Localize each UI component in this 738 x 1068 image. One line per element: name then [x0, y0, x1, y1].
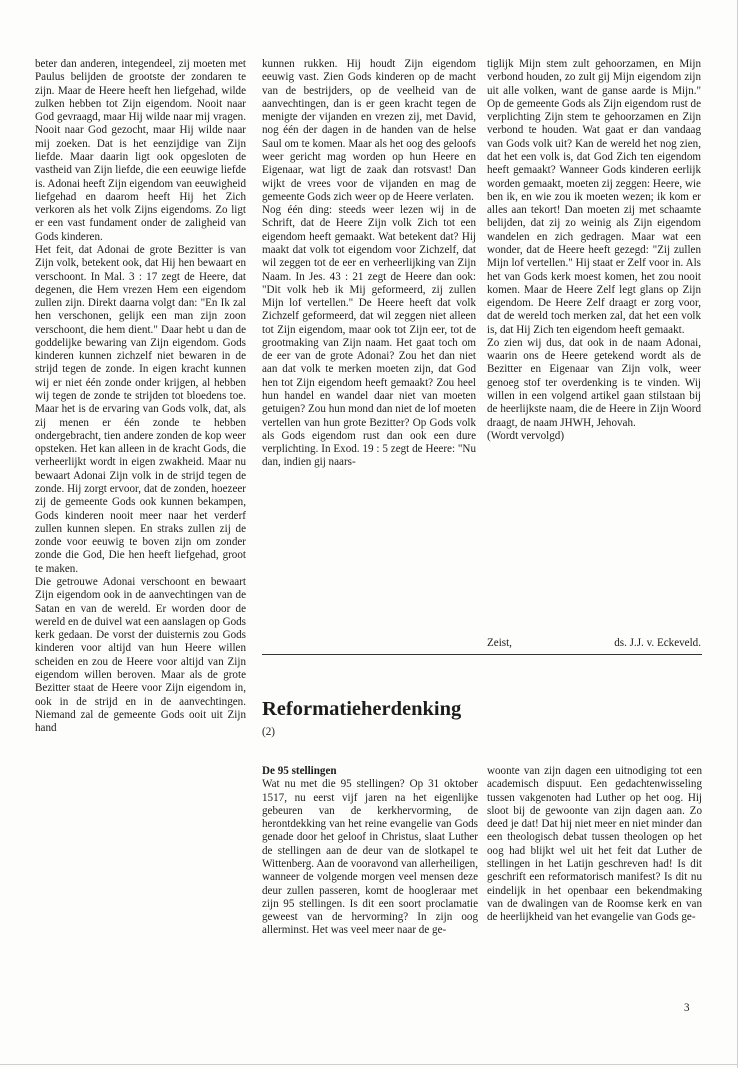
- paragraph: beter dan anderen, integendeel, zij moeten met Paulus belijden de grootste der zondaren te zijn. Maar de Heere heeft hen liefgehad, wilde zulken hebben tot Zijn eigendom. Nooit naar God gevraagd, maar Hij wilde naar mij vragen. Nooit naar God gezocht, maar Hij wilde naar mij zoeken. Dat is het eenzijdige van Zijn liefde. Maar daarin ligt ook opgesloten de vastheid van Zijn liefde, die een eeuwige liefde is. Adonai heeft Zijn eigendom van eeuwigheid liefgehad en daarom heeft Hij het Zich verkoren als het volk Zijns eigendoms. Zo ligt er een vast fundament onder de zaligheid van Gods kinderen.: [35, 58, 246, 243]
- column-4: [262, 765, 478, 938]
- paragraph: woonte van zijn dagen een uitnodiging tot een academisch dispuut. Een gedachtenwisseling tussen vakgenoten had Luther op het oog. Hij sloot bij de gewoonte van zijn dagen aan. Zo deed je dat! Dat hij niet meer en niet minder dan een theologisch debat tussen theologen op het oog had blijkt wel uit het feit dat Luther de stellingen in het Latijn geschreven had! Is dit geschrift een reformatorisch manifest? Is dit nu eindelijk in het openbaar een bekendmaking van de dwalingen van de Roomse kerk en van de heerlijkheid van het evangelie van Gods ge-: [487, 765, 703, 924]
- paragraph: tiglijk Mijn stem zult gehoorzamen, en Mijn verbond houden, zo zult gij Mijn eigendom zijn uit alle volken, want de ganse aarde is Mijn." Op de gemeente Gods als Zijn eigendom rust de verplichting Zijn stem te gehoorzamen en Zijn verbond te houden. Wat gaat er dan vandaag van Gods volk uit? Kan de wereld het nog zien, dat het een volk is, dat God Zich ten eigendom heeft gemaakt? Wanneer Gods kinderen eerlijk worden gemaakt, moeten zij zeggen: Heere, wie ben ik, en wie zou ik moeten wezen; ik kom er alles aan tekort! Dan moeten zij met schaamte belijden, dat zij zo weinig als Zijn eigendom wandelen en zich gedragen. Maar wat een wonder, dat de Heere heeft gezegd: "Zij zullen Mijn lof vertellen." Hij staat er Zelf voor in. Als het van Gods kerk moest komen, het zou nooit komen. Maar de Heere Zelf legt glans op Zijn eigendom. De Heere Zelf draagt er zorg voor, dat de wereld toch merken zal, dat het een volk is, dat Hij Zich ten eigendom heeft gemaakt.: [487, 58, 701, 336]
- paragraph: Het feit, dat Adonai de grote Bezitter is van Zijn volk, betekent ook, dat Hij hen bewaart en verschoont. In Mal. 3 : 17 zegt de Heere, dat degenen, die Hem vrezen Hem een eigendom zullen zijn. Direkt daarna volgt dan: "En Ik zal hen verschonen, gelijk een man zijn zoon verschoont, die hem dient." Daar hebt u dan de goddelijke bewaring van Zijn eigendom. Gods kinderen kunnen zichzelf niet bewaren in de strijd tegen de zonde. In eigen kracht kunnen wij er niet één zonde onder krijgen, al hebben wij tegen de zonde te strijden tot bloedens toe. Maar het is de ervaring van Gods volk, dat, als zij menen er één zonde te hebben ondergebracht, tien andere zonden de kop weer opsteken. Het kan alleen in de kracht Gods, die verheerlijkt wordt in eigen zwakheid. Maar nu bewaart Adonai Zijn volk in de strijd tegen de zonde. Hij zorgt ervoor, dat de zonden, hoezeer zij de gemeente Gods ook kunnen bekampen, Gods kinderen nooit meer naar het verderf zullen kunnen slepen. En straks zullen zij de zonde voor eeuwig te boven zijn om zonder zonde die God, Die hen heeft liefgehad, groot te maken.: [35, 243, 246, 575]
- paragraph: Die getrouwe Adonai verschoont en bewaart Zijn eigendom ook in de aanvechtingen van de Satan en van de wereld. Er worden door de wereld en de duivel wat een aanslagen op Gods kerk gedaan. De vorst der duisternis zou Gods kinderen voor altijd van hun Heere willen scheiden en zou de Heere voor altijd van Zijn eigendom willen beroven. Maar als de grote Bezitter staat de Heere voor Zijn eigendom in, ook in de strijd en in de aanvechtingen. Niemand zal de gemeente Gods ooit uit Zijn hand: [35, 575, 246, 735]
- paragraph: kunnen rukken. Hij houdt Zijn eigendom eeuwig vast. Zien Gods kinderen op de macht van de bestrijders, op de veelheid van de aanvechtingen, dan is er geen kracht tegen de menigte der vijanden en vrezen zij, met David, nog één der dagen in de handen van de helse Saul om te komen. Maar als het oog des geloofs weer gericht mag worden op hun Heere en Eigenaar, wat ligt de zaak dan rotsvast! Dan wijkt de vrees voor de vijanden en mag de gemeente Gods zich weer op de Heere verlaten.: [262, 58, 476, 203]
- paragraph: Wat nu met die 95 stellingen? Op 31 oktober 1517, nu eerst vijf jaren na het eigenlijke gebeuren van de kerkhervorming, de herontdekking van het reine evangelie van Gods genade door het geloof in Christus, slaat Luther de stellingen aan de deur van de slotkapel te Wittenberg. Aan de vooravond van allerheiligen, wanneer de volgende morgen veel mensen deze deur zullen passeren, komt de hoogleraar met zijn 95 stellingen. Is dit een soort proclamatie geweest van de hervorming? In zijn oog allerminst. Het was veel meer naar de ge-: [262, 778, 478, 937]
- page-edge-bottom: [0, 1064, 738, 1065]
- article-title: Reformatieherdenking: [262, 698, 462, 720]
- signoff-place: Zeist,: [487, 637, 512, 649]
- continued-note: (Wordt vervolgd): [487, 429, 565, 442]
- page-number: 3: [684, 1002, 690, 1014]
- section-divider: [262, 654, 702, 655]
- paragraph: Nog één ding: steeds weer lezen wij in de Schrift, dat de Heere Zijn volk Zich tot een eigendom heeft gemaakt. Wat betekent dat? Hij maakt dat volk tot eigendom voor Zichzelf, dat wil zeggen tot de eer en verheerlijking van Zijn Naam. In Jes. 43 : 21 zegt de Heere dan ook: "Dit volk heb ik Mij geformeerd, zij zullen Mijn lof vertellen." De Heere heeft dat volk Zichzelf geformeerd, dat wil zeggen niet alleen tot Zijn eigendom, maar ook tot Zijn eer, tot de grootmaking van Zijn naam. Het gaat toch om de eer van de grote Adonai? Zou het dan niet aan dat volk te merken moeten zijn, dat God hen tot Zijn eigendom heeft gemaakt? Zou heel hun handel en wandel daar niet van moeten getuigen? Zou hun mond dan niet de lof moeten vertellen van hun grote Bezitter? Op Gods volk als Gods eigendom rust dan ook een dure verplichting. In Exod. 19 : 5 zegt de Heere: "Nu dan, indien gij naars-: [262, 204, 476, 469]
- paragraph: Zo zien wij dus, dat ook in de naam Adonai, waarin ons de Heere getekend wordt als de Bezitter en Eigenaar van Zijn volk, weer genoeg stof ter overdenking is te vinden. Wij willen in een volgend artikel gaan stilstaan bij de heerlijkste naam, die de Heere in Zijn Woord draagt, de naam JHWH, Jehovah.: [487, 336, 701, 429]
- article-part: (2): [262, 726, 275, 738]
- column-2: [262, 58, 476, 470]
- signoff-author: ds. J.J. v. Eckeveld.: [614, 637, 701, 649]
- article-signoff: [487, 637, 701, 649]
- column-3: [487, 58, 701, 443]
- column-5: [487, 765, 702, 924]
- column-1: [35, 58, 246, 735]
- subheading: De 95 stellingen: [262, 765, 337, 777]
